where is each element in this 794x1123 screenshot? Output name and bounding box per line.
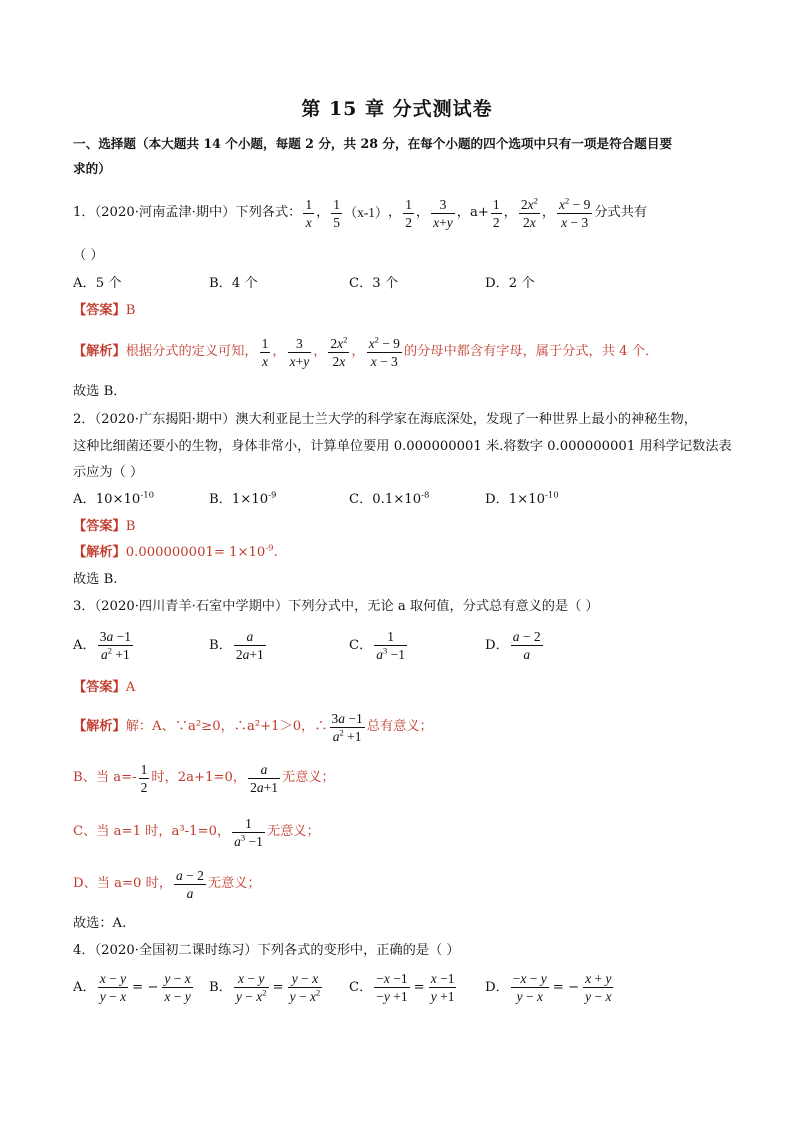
fraction: $\frac{2x^2}{2x}$ [520, 195, 538, 230]
question-1-tail: 分式共有 [594, 205, 648, 220]
fraction: $\frac{3}{x+y}$ [289, 335, 310, 369]
question-2-line-2: 这种比细菌还要小的生物，身体非常小，计算单位要用 0.000000001 米.将数字 0.000000001 用科学记数法表 [73, 439, 732, 454]
fraction: $\frac{1}{2}$ [405, 196, 412, 230]
fraction: $\frac{x^2 - 9}{x - 3}$ [559, 195, 591, 230]
answer [73, 301, 728, 321]
question-2-line-3: 示应为（ ） [73, 465, 144, 480]
option-d: D． $\frac{a - 2}{a}$ [485, 629, 541, 662]
fraction: $\frac{3}{x+y}$ [433, 196, 453, 230]
option-b: B．4 个 [209, 276, 258, 291]
answer-value: B [125, 303, 136, 318]
option-c: C．3 个 [349, 276, 399, 291]
fraction: $\frac{x^2 - 9}{x - 3}$ [368, 334, 400, 369]
option-a: A．$10\times 10^{-10}$ [73, 490, 155, 507]
question-1: 1．（2020·河南孟津·期中）下列各式： $\frac{1}{x}$ ， $\frac{1}{5}$ （x-1） ， $\frac{1}{2}$ ， $\frac{3}{x+y}$ ，a+ $\frac{1}{2}$ ， $\frac{2x^2}{2x}$ ， $\frac{x^2 - 9}{x - 3}$ 分式共有 [73, 195, 648, 230]
question-4-stem: 4．（2020·全国初二课时练习）下列各式的变形中，正确的是（ ） [73, 943, 460, 958]
answer-blank: （ ） [73, 248, 104, 263]
option-c: C． $\frac{1}{a^3 -1}$ [349, 629, 406, 662]
option-b: B． $\frac{x - y}{y - x^2}$ = $\frac{y - x}{y - x^2}$ [209, 971, 321, 1004]
fraction: $\frac{1}{5}$ [333, 196, 341, 230]
option-c: C．$0.1\times 10^{-8}$ [349, 490, 430, 507]
analysis-tag: 【解析】 [73, 344, 126, 359]
answer: 【答案】A [73, 680, 136, 695]
option-a: A． $\frac{x - y}{y - x}$ = − $\frac{y - x}{x - y}$ [73, 971, 191, 1004]
analysis-d: D、当 a=0 时， $\frac{a - 2}{a}$ 无意义； [73, 867, 261, 901]
analysis: 【解析】 根据分式的定义可知， $\frac{1}{x}$ ， $\frac{3}{x+y}$ ， $\frac{2x^2}{2x}$ ， $\frac{x^2 - 9}{x - 3}$ 的分母中都含有字母，属于分式，共 4 个． [73, 334, 659, 369]
analysis-b: B、当 a=- $\frac{1}{2}$ 时，2a+1=0， $\frac{a}{2a+1}$ 无意义； [73, 761, 335, 795]
option-a: A． $\frac{3a -1}{a^2 +1}$ [73, 629, 131, 662]
answer: 【答案】B [73, 519, 136, 534]
fraction: $\frac{1}{x}$ [261, 335, 269, 369]
question-4-options [73, 970, 728, 1010]
option-b: B． $\frac{a}{2a+1}$ [209, 629, 264, 662]
option-b: B．$1\times 10^{-9}$ [209, 490, 277, 507]
section-heading-cont: 求的） [73, 161, 111, 176]
analysis-text-tail: 的分母中都含有字母，属于分式，共 4 个． [403, 344, 659, 359]
fraction: $\frac{2x^2}{2x}$ [330, 334, 348, 369]
analysis: 【解析】$0.000000001= 1\times 10^{-9}$. [73, 543, 278, 560]
question-3-options [73, 628, 728, 668]
fraction: $\frac{1}{2}$ [492, 196, 500, 230]
option-a: A．5 个 [73, 276, 122, 291]
question-1-stem: 1．（2020·河南孟津·期中）下列各式： [73, 205, 302, 220]
option-d: D．2 个 [485, 276, 535, 291]
question-2-line-1: 2．（2020·广东揭阳·期中）澳大利亚昆士兰大学的科学家在海底深处，发现了一种世界上最小的神秘生物， [73, 412, 697, 427]
analysis-text: 根据分式的定义可知， [125, 344, 258, 359]
option-d: D． $\frac{-x - y}{y - x}$ = − $\frac{x + y}{y - x}$ [485, 971, 612, 1004]
conclusion: 故选 B. [73, 572, 118, 587]
option-c: C． $\frac{-x -1}{-y +1}$ = $\frac{x -1}{y +1}$ [349, 971, 455, 1004]
conclusion: 故选：A. [73, 916, 127, 931]
section-heading: 一、选择题（本大题共 14 个小题，每题 2 分，共 28 分，在每个小题的四个选项中只有一项是符合题目要 [73, 136, 673, 151]
option-d: D．$1\times 10^{-10}$ [485, 490, 559, 507]
conclusion: 故选 B． [73, 384, 127, 399]
fraction: $\frac{1}{x}$ [305, 196, 313, 230]
page-title: 第 15 章 分式测试卷 [301, 98, 493, 120]
analysis-c: C、当 a=1 时，a³-1=0， $\frac{1}{a^3 -1}$ 无意义； [73, 815, 320, 849]
analysis-a: 【解析】 解：A、∵a²≥0，∴a²+1＞0，∴ $\frac{3a -1}{a^2 +1}$ 总有意义； [73, 710, 433, 744]
answer-tag: 【答案】 [73, 303, 126, 318]
question-3-stem: 3．（2020·四川青羊·石室中学期中）下列分式中，无论 a 取何值，分式总有意义的是（ ） [73, 599, 599, 614]
